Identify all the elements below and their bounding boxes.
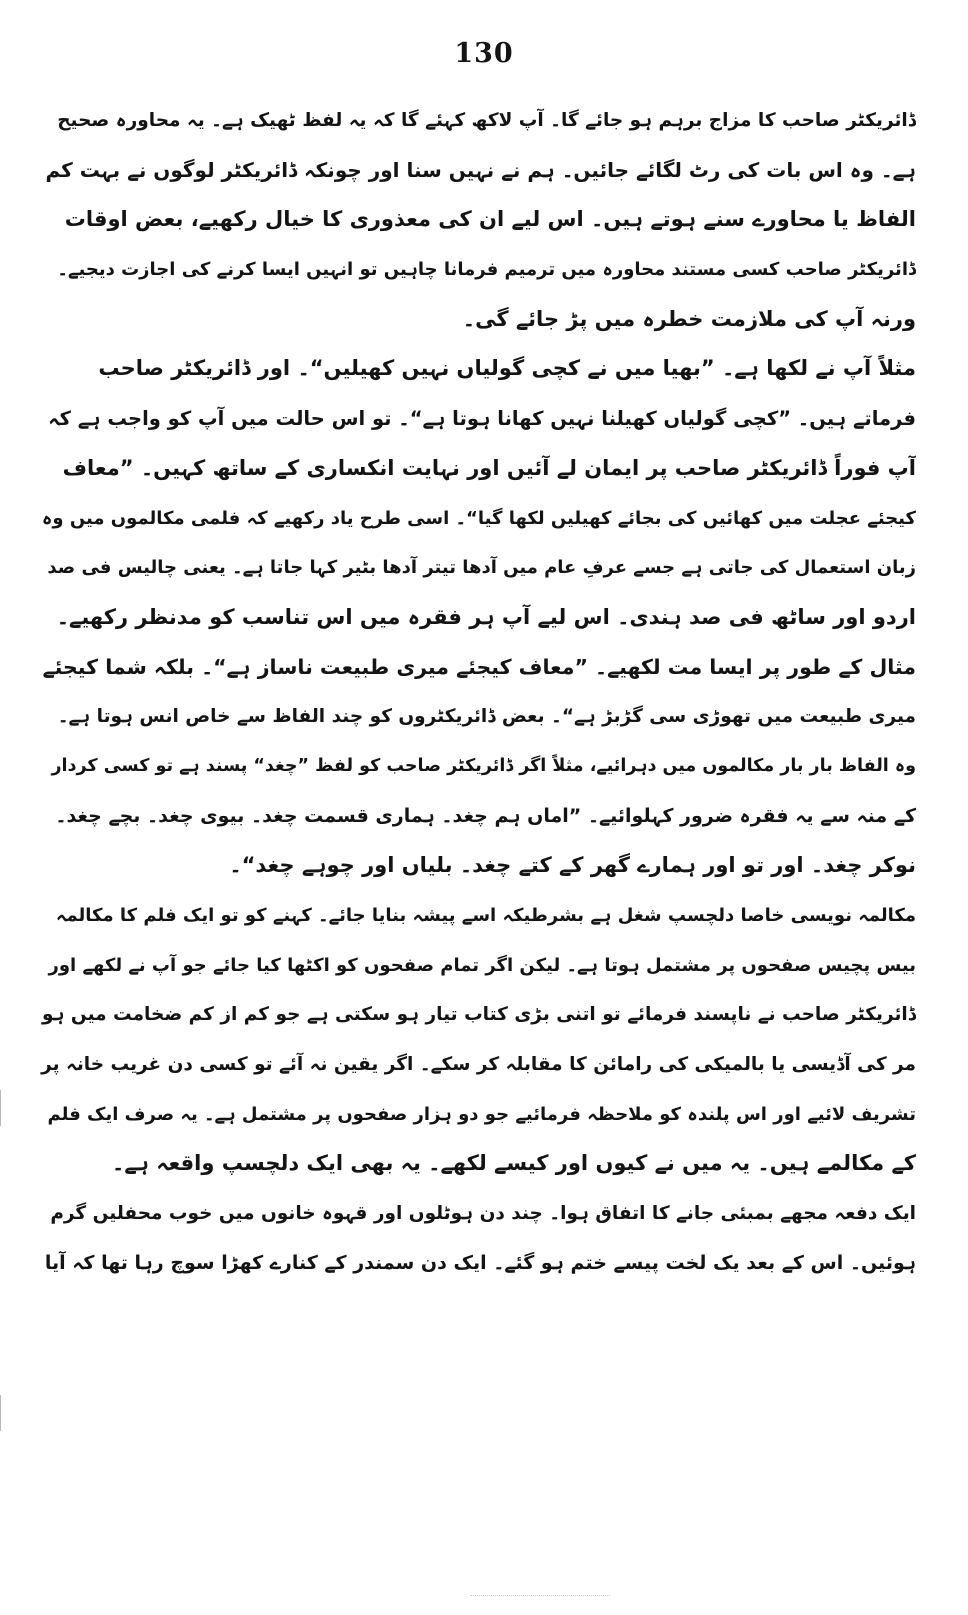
text-line: مر کی آڈیسی یا بالمیکی کی رامائن کا مقابلہ کر سکے۔ اگر یقین نہ آئے تو کسی دن غریب خانہ پر bbox=[41, 1054, 916, 1076]
text-line: کے مکالمے ہیں۔ یہ میں نے کیوں اور کیسے لکھے۔ یہ بھی ایک دلچسپ واقعہ ہے۔ bbox=[112, 1151, 916, 1176]
text-line: تشریف لائیے اور اس پلندہ کو ملاحظہ فرمائیے جو دو ہزار صفحوں پر مشتمل ہے۔ یہ صرف ایک فلم bbox=[47, 1103, 916, 1125]
text-line: آپ فوراً ڈائریکٹر صاحب پر ایمان لے آئیں اور نہایت انکساری کے ساتھ کہیں۔ ”معاف bbox=[62, 455, 916, 480]
text-line: ہے۔ وہ اس بات کی رٹ لگائے جائیں۔ ہم نے نہیں سنا اور چونکہ ڈائریکٹر لوگوں نے بہت کم bbox=[45, 157, 916, 182]
scan-gutter-mark bbox=[0, 1090, 6, 1126]
text-line: ڈائریکٹر صاحب کا مزاج برہم ہو جائے گا۔ آپ لاکھ کہئے گا کہ یہ لفظ ٹھیک ہے۔ یہ محاورہ صحیح bbox=[57, 110, 916, 131]
text-line: مثال کے طور پر ایسا مت لکھیے۔ ”معاف کیجئے میری طبیعت ناساز ہے“۔ بلکہ شما کیجئے bbox=[42, 654, 916, 679]
paragraph bbox=[36, 891, 916, 1189]
text-line: فرماتے ہیں۔ ”کچی گولیاں کھیلنا نہیں کھانا ہوتا ہے“۔ تو اس حالت میں آپ کو واجب ہے کہ bbox=[48, 407, 916, 431]
paragraph bbox=[36, 344, 916, 642]
paragraph bbox=[36, 1189, 916, 1288]
text-line: ورنہ آپ کی ملازمت خطرہ میں پڑ جائے گی۔ bbox=[462, 306, 916, 331]
text-line: ڈائریکٹر صاحب کسی مستند محاورہ میں ترمیم فرمانا چاہیں تو انہیں ایسا کرنے کی اجازت دیجیے۔ bbox=[57, 259, 916, 281]
text-line: میری طبیعت میں تھوڑی سی گڑبڑ ہے“۔ بعض ڈائریکٹروں کو چند الفاظ سے خاص انس ہوتا ہے۔ bbox=[57, 706, 916, 728]
text-line: مثلاً آپ نے لکھا ہے۔ ”بھیا میں نے کچی گولیاں نہیں کھیلیں“۔ اور ڈائریکٹر صاحب bbox=[98, 356, 916, 381]
paragraph bbox=[36, 643, 916, 891]
text-line: زبان استعمال کی جاتی ہے جسے عرفِ عام میں آدھا تیتر آدھا بٹیر کہا جاتا ہے۔ یعنی چالیس فی صد bbox=[47, 557, 916, 579]
paragraph bbox=[36, 96, 916, 344]
text-line: ایک دفعہ مجھے بمبئی جانے کا اتفاق ہوا۔ چند دن ہوٹلوں اور قہوہ خانوں میں خوب محفلیں گرم bbox=[50, 1203, 916, 1225]
text-line: ہوئیں۔ اس کے بعد یک لخت پیسے ختم ہو گئے۔ ایک دن سمندر کے کنارے کھڑا سوچ رہا تھا کہ آیا bbox=[44, 1251, 916, 1274]
text-line: نوکر چغد۔ اور تو اور ہمارے گھر کے کتے چغد۔ بلیاں اور چوہے چغد“۔ bbox=[229, 853, 916, 878]
text-line: ڈائریکٹر صاحب نے ناپسند فرمائے تو اتنی بڑی کتاب تیار ہو سکتی ہے جو کم از کم ضخامت میں ہو bbox=[42, 1004, 916, 1026]
text-line: الفاظ یا محاورے سنے ہوتے ہیں۔ اس لیے ان کی معذوری کا خیال رکھیے، بعض اوقات bbox=[64, 207, 916, 232]
text-line: وہ الفاظ بار بار مکالموں میں دہرائیے، مثلاً اگر ڈائریکٹر صاحب کو لفظ ”چغد“ پسند ہے تو کسی کردار bbox=[51, 755, 916, 776]
text-line: بیس پچیس صفحوں پر مشتمل ہوتا ہے۔ لیکن اگر تمام صفحوں کو اکٹھا کیا جائے جو آپ نے لکھے اور bbox=[48, 954, 916, 976]
text-line: کیجئے عجلت میں کھائیں کی بجائے کھیلیں لکھا گیا“۔ اسی طرح یاد رکھیے کہ فلمی مکالموں میں وہ bbox=[41, 507, 916, 529]
text-line: اردو اور ساٹھ فی صد ہندی۔ اس لیے آپ ہر فقرہ میں اس تناسب کو مدنظر رکھیے۔ bbox=[56, 604, 916, 629]
page-number: 130 bbox=[454, 38, 514, 69]
scan-gutter-mark bbox=[0, 1395, 6, 1431]
page-body bbox=[36, 96, 916, 1289]
text-line: کے منہ سے یہ فقرہ ضرور کہلوائیے۔ ”اماں ہم چغد۔ ہماری قسمت چغد۔ بیوی چغد۔ بچے چغد۔ bbox=[55, 804, 916, 827]
scan-artifact bbox=[470, 1595, 610, 1597]
text-line: مکالمہ نویسی خاصا دلچسپ شغل ہے بشرطیکہ اسے پیشہ بنایا جائے۔ کہنے کو تو ایک فلم کا مکالمہ bbox=[55, 905, 916, 926]
